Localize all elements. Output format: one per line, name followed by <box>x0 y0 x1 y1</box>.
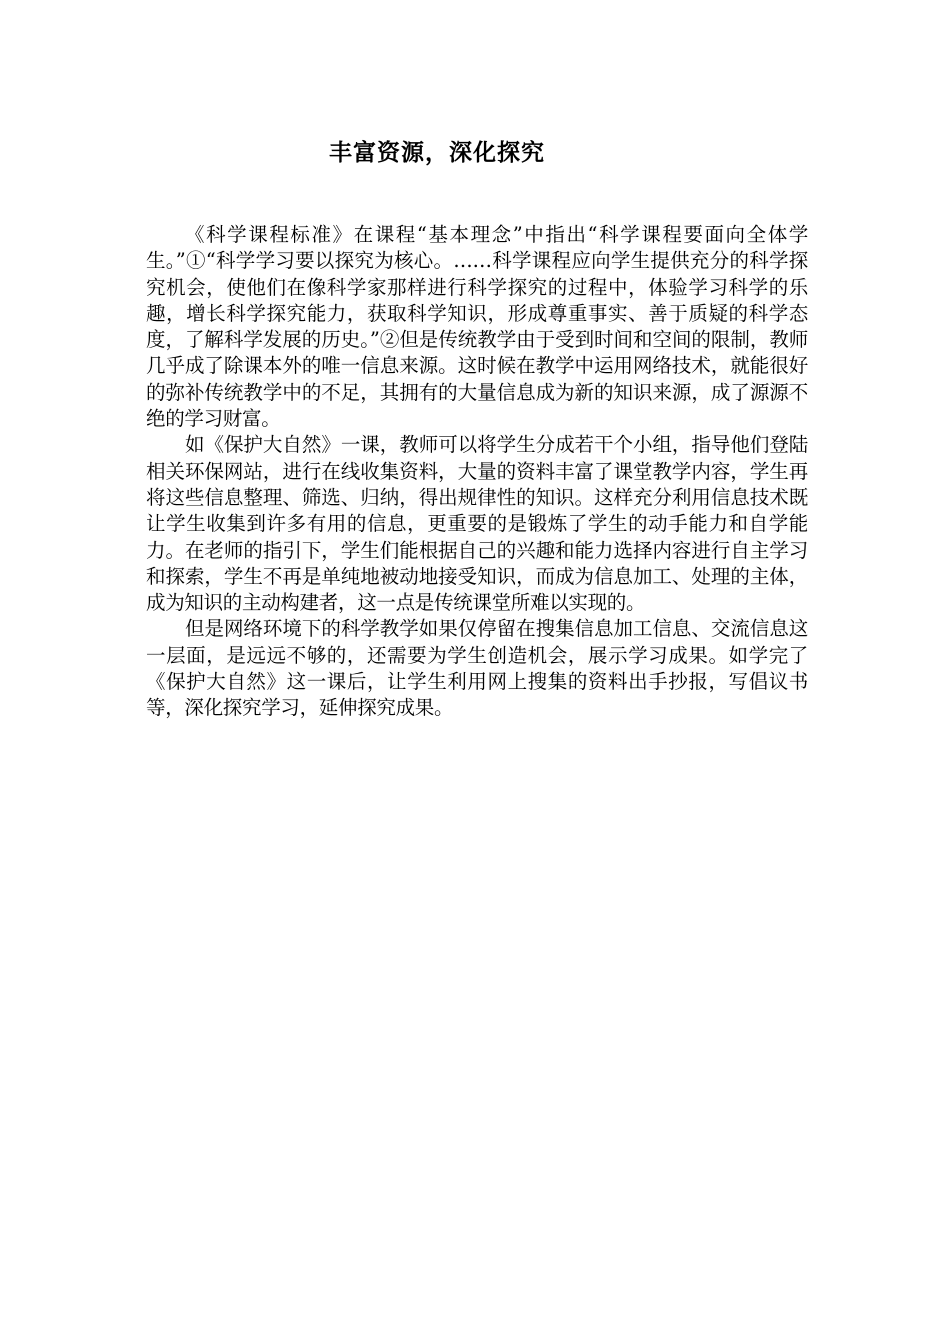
paragraph-2: 如《保护大自然》一课，教师可以将学生分成若干个小组，指导他们登陆相关环保网站，进行在线收集资料，大量的资料丰富了课堂教学内容，学生再将这些信息整理、筛选、归纳，得出规律性的知识。这样充分利用信息技术既让学生收集到许多有用的信息，更重要的是锻炼了学生的动手能力和自学能力。在老师的指引下，学生们能根据自己的兴趣和能力选择内容进行自主学习和探索，学生不再是单纯地被动地接受知识，而成为信息加工、处理的主体，成为知识的主动构建者，这一点是传统课堂所难以实现的。 <box>146 433 808 615</box>
paragraph-1: 《科学课程标准》在课程“基本理念”中指出“科学课程要面向全体学生。”①“科学学习要以探究为核心。……科学课程应向学生提供充分的科学探究机会，使他们在像科学家那样进行科学探究的过程中，体验学习科学的乐趣，增长科学探究能力，获取科学知识，形成尊重事实、善于质疑的科学态度，了解科学发展的历史。”②但是传统教学由于受到时间和空间的限制，教师几乎成了除课本外的唯一信息来源。这时候在教学中运用网络技术，就能很好的弥补传统教学中的不足，其拥有的大量信息成为新的知识来源，成了源源不绝的学习财富。 <box>146 223 808 431</box>
document-title: 丰富资源，深化探究 <box>329 140 545 166</box>
paragraph-3: 但是网络环境下的科学教学如果仅停留在搜集信息加工信息、交流信息这一层面，是远远不够的，还需要为学生创造机会，展示学习成果。如学完了《保护大自然》这一课后，让学生利用网上搜集的资料出手抄报，写倡议书等，深化探究学习，延伸探究成果。 <box>146 617 808 720</box>
document-body <box>146 222 808 722</box>
